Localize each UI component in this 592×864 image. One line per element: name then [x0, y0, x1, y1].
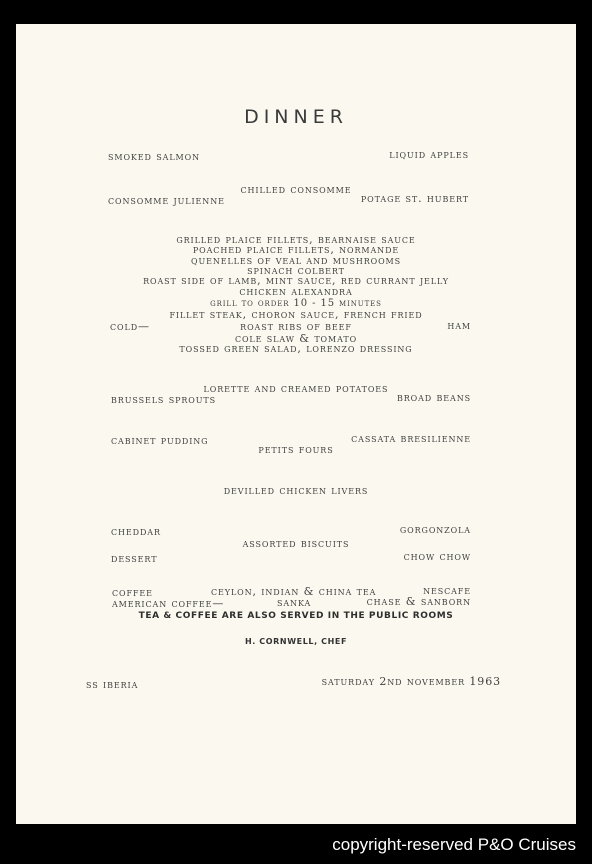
dessert-cassata: cassata bresilienne — [351, 432, 471, 445]
beverage-american-coffee: american coffee— — [112, 597, 225, 610]
public-rooms-notice: TEA & COFFEE ARE ALSO SERVED IN THE PUBLIC ROOMS — [138, 611, 454, 621]
menu-title: DINNER — [244, 106, 348, 128]
cheese-cheddar: cheddar — [111, 525, 161, 538]
cold-cole-slaw: cole slaw & tomato — [234, 332, 358, 345]
main-course-1: grilled plaice fillets, bearnaise sauce — [176, 233, 416, 246]
copyright-notice: copyright-reserved P&O Cruises — [332, 835, 576, 854]
vegetables-potatoes: lorette and creamed potatoes — [203, 382, 389, 395]
soup-potage-st-hubert: potage st. hubert — [360, 192, 469, 205]
vegetables-brussels-sprouts: brussels sprouts — [111, 393, 216, 406]
beverage-tea: ceylon, indian & china tea — [211, 585, 377, 598]
grill-heading: grill to order 10 - 15 minutes — [210, 298, 382, 309]
cheese-gorgonzola: gorgonzola — [399, 523, 471, 536]
starter-liquid-apples: liquid apples — [389, 148, 469, 161]
beverage-chase-sanborn: chase & sanborn — [366, 595, 471, 608]
beverage-sanka: sanka — [277, 596, 312, 609]
dessert-cabinet-pudding: cabinet pudding — [111, 434, 209, 447]
soup-consomme-julienne: consomme julienne — [108, 194, 225, 207]
main-course-4: spinach colbert — [247, 264, 345, 277]
cheese-biscuits: assorted biscuits — [242, 537, 350, 550]
beverage-coffee: coffee — [112, 586, 153, 599]
cold-roast-ribs: roast ribs of beef — [240, 320, 352, 333]
cold-ham: ham — [447, 319, 471, 332]
grill-item: fillet steak, choron sauce, french fried — [169, 308, 423, 321]
dessert-label: dessert — [111, 552, 158, 565]
soup-chilled-consomme: chilled consomme — [240, 183, 352, 196]
ship-name: ss iberia — [86, 678, 139, 691]
chef-signature: H. CORNWELL, CHEF — [244, 637, 348, 646]
menu-date: saturday 2nd november 1963 — [321, 675, 501, 688]
menu-card — [16, 24, 576, 824]
starter-smoked-salmon: smoked salmon — [108, 150, 200, 163]
vegetables-broad-beans: broad beans — [396, 391, 471, 404]
savoury-chicken-livers: devilled chicken livers — [223, 484, 369, 497]
main-course-5: roast side of lamb, mint sauce, red currant jelly — [143, 274, 449, 287]
main-course-3: quenelles of veal and mushrooms — [190, 254, 402, 267]
dessert-petits-fours: petits fours — [258, 443, 334, 456]
main-course-6: chicken alexandra — [239, 285, 353, 298]
chow-chow: chow chow — [403, 550, 471, 563]
cold-label: cold— — [110, 320, 150, 333]
beverage-nescafe: nescafe — [423, 584, 471, 597]
main-course-2: poached plaice fillets, normande — [192, 243, 400, 256]
cold-green-salad: tossed green salad, lorenzo dressing — [179, 342, 413, 355]
